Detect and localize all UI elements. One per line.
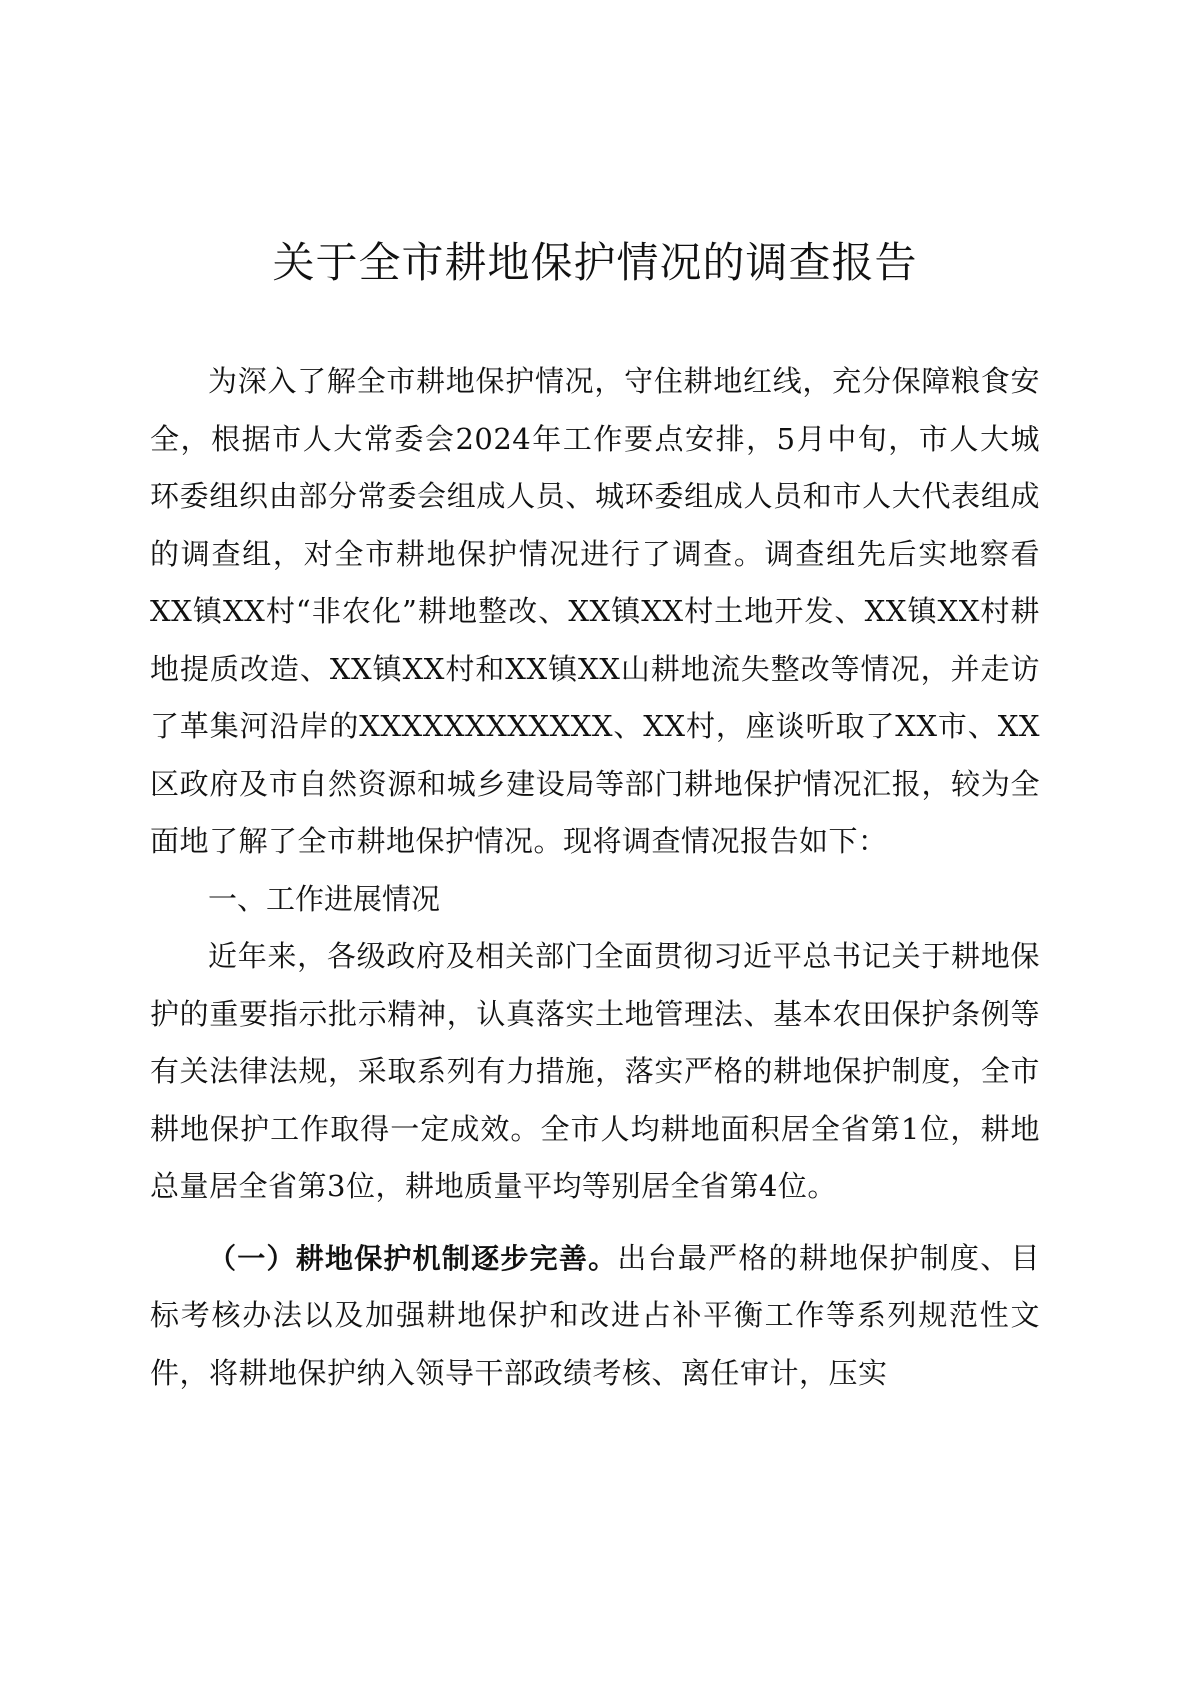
subsection-paragraph <box>150 1230 1040 1403</box>
section-paragraph: 近年来，各级政府及相关部门全面贯彻习近平总书记关于耕地保护的重要指示批示精神，认真落实土地管理法、基本农田保护条例等有关法律法规，采取系列有力措施，落实严格的耕地保护制度，全市耕地保护工作取得一定成效。全市人均耕地面积居全省第1位，耕地总量居全省第3位，耕地质量平均等别居全省第4位。 <box>150 939 1040 1203</box>
section-heading: 一、工作进展情况 <box>208 881 441 916</box>
intro-paragraph: 为深入了解全市耕地保护情况，守住耕地红线，充分保障粮食安全，根据市人大常委会2024年工作要点安排，5月中旬，市人大城环委组织由部分常委会组成人员、城环委组成人员和市人大代表组成的调查组，对全市耕地保护情况进行了调查。调查组先后实地察看XX镇XX村“非农化”耕地整改、XX镇XX村土地开发、XX镇XX村耕地提质改造、XX镇XX村和XX镇XX山耕地流失整改等情况，并走访了革集河沿岸的XXXXXXXXXXXX、XX村，座谈听取了XX市、XX区政府及市自然资源和城乡建设局等部门耕地保护情况汇报，较为全面地了解了全市耕地保护情况。现将调查情况报告如下： <box>150 364 1040 858</box>
document-body <box>150 353 1040 1402</box>
subsection-heading: （一）耕地保护机制逐步完善。 <box>208 1241 618 1275</box>
subsection-text: 出台最严格的耕地保护制度、目标考核办法以及加强耕地保护和改进占补平衡工作等系列规范性文件，将耕地保护纳入领导干部政绩考核、离任审计，压实 <box>150 1240 1040 1390</box>
document-title: 关于全市耕地保护情况的调查报告 <box>272 238 918 287</box>
